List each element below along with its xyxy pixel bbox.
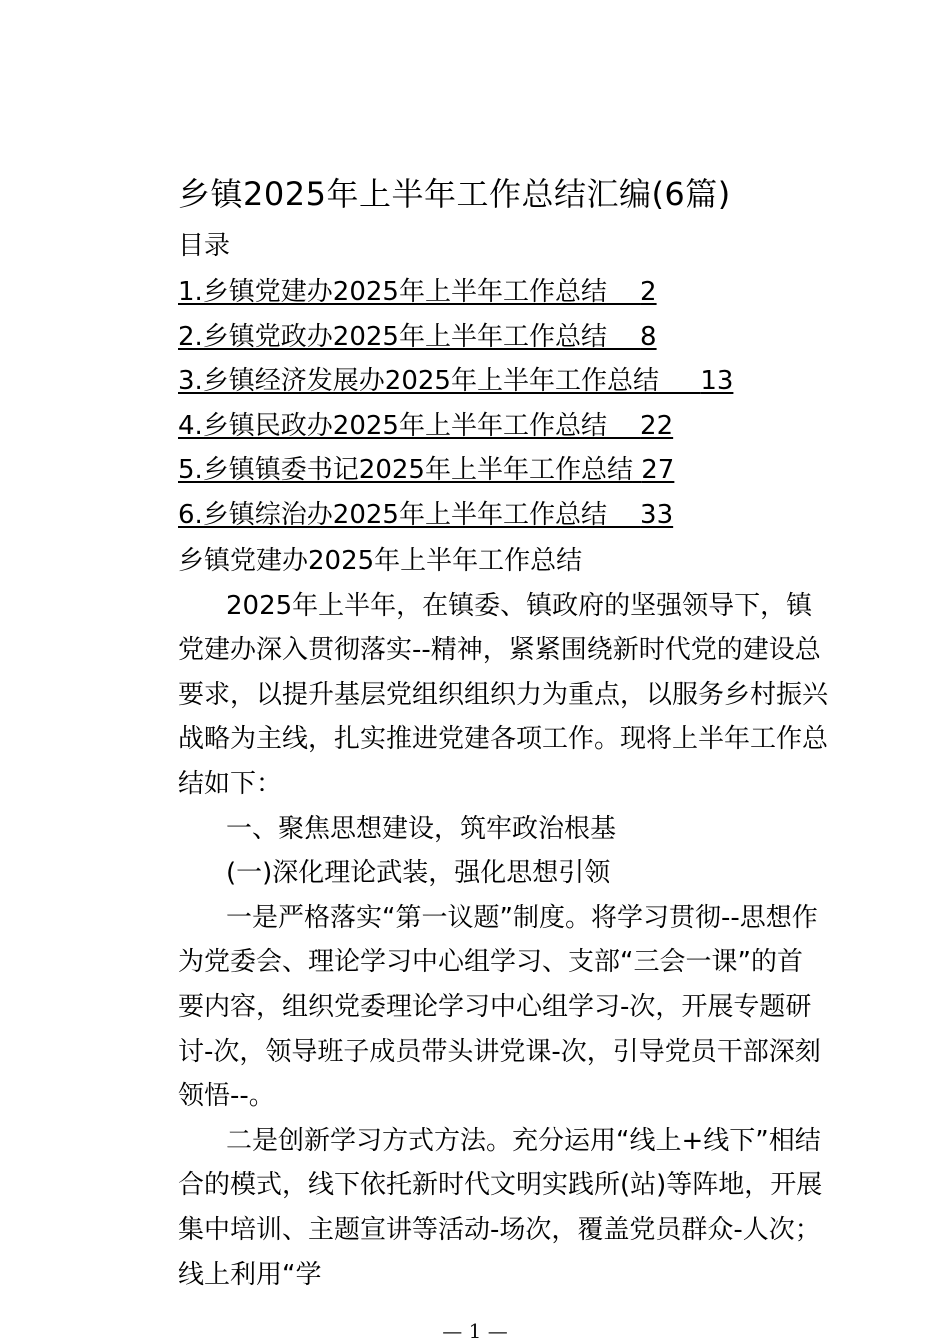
- toc-gap: [659, 366, 700, 396]
- toc-item: [178, 450, 733, 495]
- toc-link-2[interactable]: [178, 322, 657, 352]
- toc-label: 5.乡镇镇委书记2025年上半年工作总结: [178, 455, 633, 486]
- toc-gap: [607, 277, 640, 307]
- article-heading: 乡镇党建办2025年上半年工作总结: [178, 546, 583, 576]
- toc-item: [178, 272, 733, 317]
- toc-item: [178, 495, 733, 540]
- toc-page-number: 22: [640, 410, 674, 441]
- toc-page-number: 8: [640, 321, 657, 352]
- toc-link-5[interactable]: [178, 455, 674, 485]
- toc-heading: 目录: [178, 231, 231, 261]
- toc-gap: [607, 411, 640, 441]
- toc-label: 1.乡镇党建办2025年上半年工作总结: [178, 277, 607, 307]
- document-title: 乡镇2025年上半年工作总结汇编(6篇): [178, 175, 731, 213]
- toc-item: [178, 406, 733, 451]
- toc-page-number: 2: [640, 277, 657, 307]
- toc-item: [178, 361, 733, 406]
- toc-page-number: 27: [641, 455, 675, 486]
- toc-label: 4.乡镇民政办2025年上半年工作总结: [178, 410, 607, 441]
- toc-link-6[interactable]: [178, 500, 673, 530]
- toc-item: [178, 317, 733, 362]
- body-paragraph: 一是严格落实“第一议题”制度。将学习贯彻--思想作为党委会、理论学习中心组学习、支部“三会一课”的首要内容，组织党委理论学习中心组学习-次，开展专题研讨-次，领导班子成员带头讲党课-次，引导党员干部深刻领悟--。: [178, 902, 821, 1112]
- section-heading: 一、聚焦思想建设，筑牢政治根基: [226, 813, 617, 844]
- article-body: [178, 539, 828, 1297]
- toc-label: 2.乡镇党政办2025年上半年工作总结: [178, 321, 607, 352]
- toc-page-number: 13: [700, 366, 734, 397]
- intro-paragraph: 2025年上半年，在镇委、镇政府的坚强领导下，镇党建办深入贯彻落实--精神，紧紧围绕新时代党的建设总要求，以提升基层党组织组织力为重点，以服务乡村振兴战略为主线，扎实推进党建各项工作。现将上半年工作总结如下：: [178, 590, 829, 799]
- toc-page-number: 33: [640, 499, 674, 530]
- toc-gap: [633, 455, 641, 485]
- page-number: — 1 —: [442, 1319, 508, 1343]
- toc-label: 3.乡镇经济发展办2025年上半年工作总结: [178, 366, 659, 397]
- toc-link-1[interactable]: [178, 277, 657, 307]
- toc-gap: [607, 500, 640, 530]
- toc-link-4[interactable]: [178, 411, 673, 441]
- toc-link-3[interactable]: [178, 366, 733, 396]
- subsection-heading: (一)深化理论武装，强化思想引领: [226, 858, 611, 889]
- body-paragraph: 二是创新学习方式方法。充分运用“线上+线下”相结合的模式，线下依托新时代文明实践所(站)等阵地，开展集中培训、主题宣讲等活动-场次，覆盖党员群众-人次；线上利用“学: [178, 1125, 823, 1290]
- table-of-contents: [178, 272, 733, 540]
- toc-label: 6.乡镇综治办2025年上半年工作总结: [178, 499, 607, 530]
- toc-gap: [607, 322, 640, 352]
